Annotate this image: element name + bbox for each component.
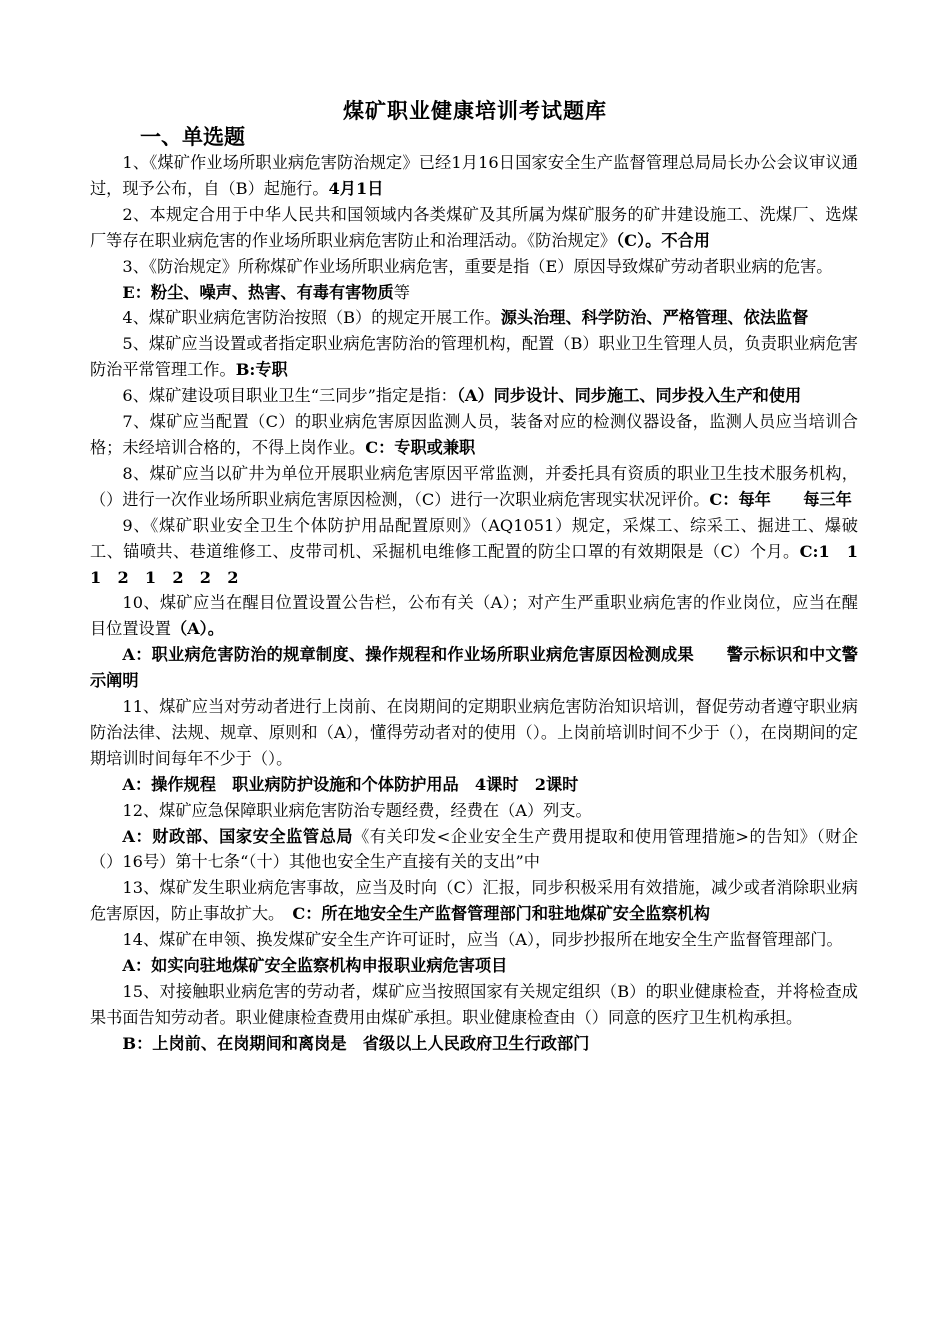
answer-text: C:1 1 1 2 1 2 2 2 xyxy=(90,541,875,587)
question-text: 12、煤矿应急保障职业病危害防治专题经费，经费在（A）列支。 xyxy=(122,800,592,820)
answer-12 xyxy=(90,824,858,876)
question-1 xyxy=(90,150,858,202)
answer-text: A：如实向驻地煤矿安全监察机构申报职业病危害项目 xyxy=(122,956,508,976)
question-text: 10、煤矿应当在醒目位置设置公告栏，公布有关（A）；对产生严重职业病危害的作业岗位，应当在醒目位置设置 xyxy=(90,593,858,639)
question-list xyxy=(90,150,875,1057)
question-2 xyxy=(90,202,858,254)
question-text: 6、煤矿建设项目职业卫生“三同步”指定是指： xyxy=(122,386,457,406)
answer-10 xyxy=(90,642,858,694)
document-title: 煤矿职业健康培训考试题库 xyxy=(343,98,607,123)
answer-text: A：职业病危害防治的规章制度、操作规程和作业场所职业病危害原因检测成果 警示标识和中文警示阐明 xyxy=(90,645,858,691)
question-9 xyxy=(90,513,875,591)
question-6 xyxy=(90,383,858,409)
answer-text: C：专职或兼职 xyxy=(365,437,476,457)
question-text: 3、《防治规定》所称煤矿作业场所职业病危害，重要是指（E）原因导致煤矿劳动者职业病的危害。 xyxy=(122,256,833,276)
question-13 xyxy=(90,875,858,927)
question-text: 7、煤矿应当配置（C）的职业病危害原因监测人员，装备对应的检测仪器设备，监测人员应当培训合格；未经培训合格的，不得上岗作业。 xyxy=(90,412,858,457)
question-text: 9、《煤矿职业安全卫生个体防护用品配置原则》（AQ1051）规定，采煤工、综采工、掘进工、爆破工、锚喷共、巷道维修工、皮带司机、采掘机电维修工配置的防尘口罩的有效期限是（C）个月。 xyxy=(90,515,858,561)
question-14 xyxy=(90,927,858,953)
question-text: 14、煤矿在申领、换发煤矿安全生产许可证时，应当（A），同步抄报所在地安全生产监督管理部门。 xyxy=(122,930,843,950)
question-4 xyxy=(90,305,858,331)
question-10 xyxy=(90,590,858,642)
question-8 xyxy=(90,461,858,513)
answer-text: A：操作规程 职业病防护设施和个体防护用品 4课时 2课时 xyxy=(122,774,579,794)
question-3 xyxy=(90,254,858,280)
question-12 xyxy=(90,798,858,824)
question-text: 4、煤矿职业病危害防治按照（B）的规定开展工作。 xyxy=(122,308,501,328)
answer-text: （A）同步设计、同步施工、同步投入生产和使用 xyxy=(456,386,802,406)
question-text: 15、对接触职业病危害的劳动者，煤矿应当按照国家有关规定组织（B）的职业健康检查，并将检查成果书面告知劳动者。职业健康检查费用由煤矿承担。职业健康检查由（）同意的医疗卫生机构承担。 xyxy=(90,982,858,1027)
answer-15 xyxy=(90,1031,858,1057)
question-15 xyxy=(90,979,858,1031)
answer-11 xyxy=(90,772,858,798)
answer-text: C：每年 每三年 xyxy=(709,489,852,509)
question-bold-text: （A）。 xyxy=(170,619,224,639)
question-7 xyxy=(90,409,858,461)
answer-tail: 《有关印发<企业安全生产费用提取和使用管理措施>的告知》（财企（）16号）第十七条“（十）其他也安全生产直接有关的支出”中 xyxy=(90,826,858,872)
answer-tail: 等 xyxy=(393,282,410,302)
section-heading: 一、单选题 xyxy=(140,124,245,149)
answer-text: A：财政部、国家安全监管总局 xyxy=(122,826,354,846)
question-text: 8、煤矿应当以矿井为单位开展职业病危害原因平常监测，并委托具有资质的职业卫生技术服务机构，（）进行一次作业场所职业病危害原因检测，（C）进行一次职业病危害现实状况评价。 xyxy=(90,463,858,509)
answer-text: C：所在地安全生产监督管理部门和驻地煤矿安全监察机构 xyxy=(292,904,710,924)
answer-text: B:专职 xyxy=(235,360,288,380)
question-11 xyxy=(90,694,858,772)
question-text: 11、煤矿应当对劳动者进行上岗前、在岗期间的定期职业病危害防治知识培训，督促劳动者遵守职业病防治法律、法规、规章、原则和（A），懂得劳动者对的使用（）。上岗前培训时间不少于（），在岗期间的定期培训时间每年不少于（）。 xyxy=(90,697,858,768)
answer-3 xyxy=(90,280,858,306)
question-text: 5、煤矿应当设置或者指定职业病危害防治的管理机构，配置（B）职业卫生管理人员，负责职业病危害防治平常管理工作。 xyxy=(90,334,858,380)
answer-text: 源头治理、科学防治、严格管理、依法监督 xyxy=(500,308,809,328)
question-5 xyxy=(90,331,858,383)
answer-14 xyxy=(90,953,858,979)
question-text: 2、本规定合用于中华人民共和国领域内各类煤矿及其所属为煤矿服务的矿井建设施工、洗煤厂、选煤厂等存在职业病危害的作业场所职业病危害防止和治理活动。《防治规定》 xyxy=(90,204,858,250)
question-text: 13、煤矿发生职业病危害事故，应当及时向（C）汇报，同步积极采用有效措施，减少或者消除职业病危害原因，防止事故扩大。 xyxy=(90,878,858,924)
answer-text: 4月1日 xyxy=(328,178,384,198)
answer-text: （C）。不合用 xyxy=(616,230,710,250)
answer-text: B：上岗前、在岗期间和离岗是 省级以上人民政府卫生行政部门 xyxy=(122,1033,590,1053)
question-text: 1、《煤矿作业场所职业病危害防治规定》已经1月16日国家安全生产监督管理总局局长办公会议审议通过，现予公布，自（B）起施行。 xyxy=(90,153,858,198)
answer-text: E：粉尘、噪声、热害、有毒有害物质 xyxy=(122,282,394,302)
